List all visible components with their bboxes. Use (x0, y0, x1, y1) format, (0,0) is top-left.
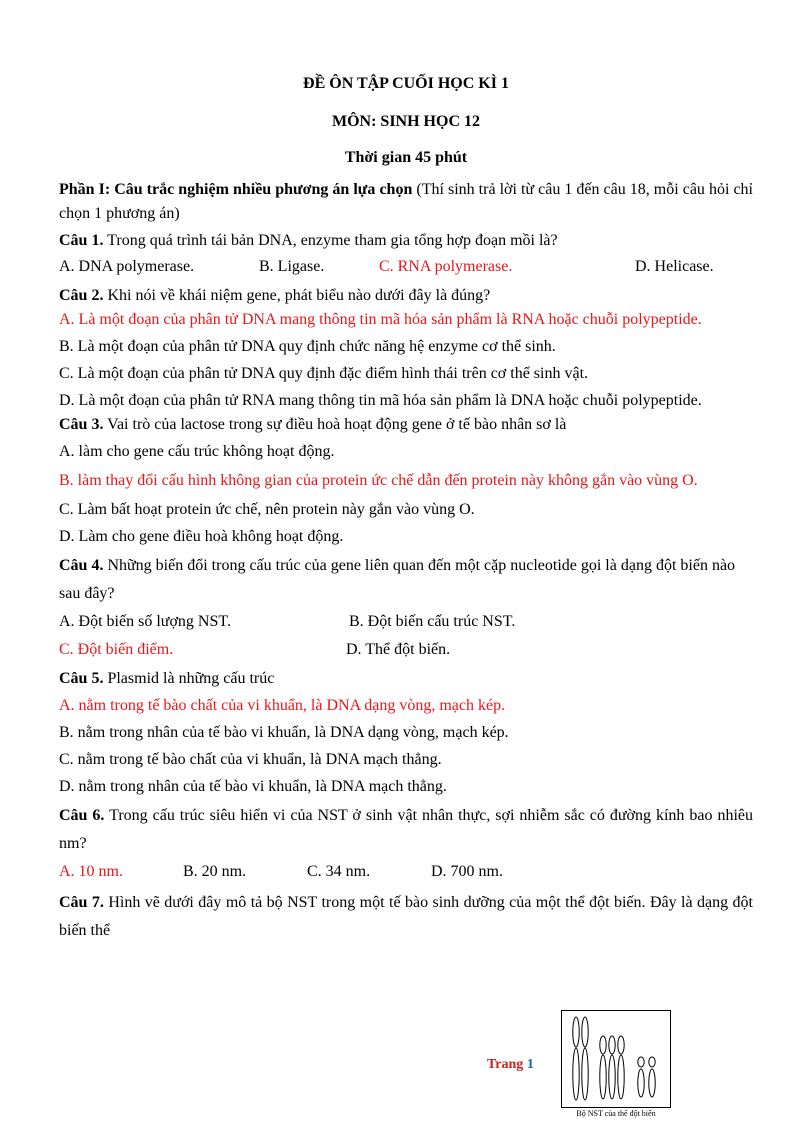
question-4-text: Những biến đổi trong cấu trúc của gene liên quan đến một cặp nucleotide gọi là dạng đột biến nào sau đây? (59, 557, 736, 602)
option-6c: C. 34 nm. (307, 863, 371, 880)
option-1b: B. Ligase. (259, 258, 325, 275)
part1-instruction: (Thí sinh trả lời từ câu 1 đến câu 18, mỗi câu hỏi chỉ chọn 1 phương án) (59, 181, 753, 222)
option-2b: B. Là một đoạn của phân tử DNA quy định chức năng hệ enzyme cơ thể sinh. (59, 338, 556, 355)
option-4d: D. Thể đột biến. (346, 641, 451, 658)
chromosome-group-2 (600, 1036, 624, 1099)
option-3a: A. làm cho gene cấu trúc không hoạt động. (59, 443, 335, 460)
question-3 (59, 413, 753, 437)
question-5-text: Plasmid là những cấu trúc (103, 670, 275, 687)
figure-caption: Bộ NST của thể đột biến (576, 1109, 656, 1118)
page-number (487, 1057, 534, 1073)
option-4c: C. Đột biến điểm. (59, 641, 174, 658)
question-7 (59, 889, 753, 945)
option-2c: C. Là một đoạn của phân tử DNA quy định đặc điểm hình thái trên cơ thể sinh vật. (59, 365, 589, 382)
question-1-label: Câu 1. (59, 232, 104, 249)
option-3d: D. Làm cho gene điều hoà không hoạt động. (59, 528, 344, 545)
option-6b: B. 20 nm. (183, 863, 247, 880)
question-3-label: Câu 3. (59, 416, 104, 433)
option-6a: A. 10 nm. (59, 863, 123, 880)
question-7-text: Hình vẽ dưới đây mô tả bộ NST trong một tế bào sinh dưỡng của một thể đột biến. Đây là dạng đột biến thể (59, 894, 753, 939)
question-4-label: Câu 4. (59, 557, 104, 574)
option-5b: B. nằm trong nhân của tế bào vi khuẩn, là DNA dạng vòng, mạch kép. (59, 724, 509, 741)
question-1 (59, 229, 753, 253)
option-4a: A. Đột biến số lượng NST. (59, 613, 231, 630)
question-7-label: Câu 7. (59, 894, 104, 911)
exam-duration: Thời gian 45 phút (344, 149, 468, 166)
question-2-label: Câu 2. (59, 287, 104, 304)
question-6-label: Câu 6. (59, 807, 105, 824)
option-1d: D. Helicase. (635, 258, 714, 275)
question-5 (59, 667, 753, 691)
exam-subject: MÔN: SINH HỌC 12 (332, 113, 480, 130)
option-5c: C. nằm trong tế bào chất của vi khuẩn, là DNA mạch thẳng. (59, 751, 442, 768)
question-4-options-row2 (59, 636, 753, 664)
part1-title: Phần I: Câu trắc nghiệm nhiều phương án lựa chọn (59, 181, 413, 198)
question-1-text: Trong quá trình tái bản DNA, enzyme tham gia tổng hợp đoạn mồi là? (103, 232, 558, 249)
question-3-text: Vai trò của lactose trong sự điều hoà hoạt động gene ở tế bào nhân sơ là (103, 416, 567, 433)
option-3b: B. làm thay đổi cấu hình không gian của protein ức chế dẫn đến protein này không gắn vào vùng O. (59, 472, 698, 489)
exam-page (59, 72, 753, 945)
option-1a: A. DNA polymerase. (59, 258, 195, 275)
question-6-options (59, 858, 753, 886)
option-5a: A. nằm trong tế bào chất của vi khuẩn, là DNA dạng vòng, mạch kép. (59, 697, 506, 714)
option-1c: C. RNA polymerase. (379, 258, 513, 275)
option-2d: D. Là một đoạn của phân tử RNA mang thông tin mã hóa sản phẩm là DNA hoặc chuỗi polypeptide. (59, 392, 702, 409)
question-4-options-row1 (59, 608, 753, 636)
option-2a: A. Là một đoạn của phân tử DNA mang thông tin mã hóa sản phẩm là RNA hoặc chuỗi polypeptide. (59, 311, 702, 328)
part1-heading (59, 178, 753, 226)
question-1-options (59, 253, 753, 281)
option-5d: D. nằm trong nhân của tế bào vi khuẩn, là DNA mạch thẳng. (59, 778, 447, 795)
question-2 (59, 284, 753, 308)
option-4b: B. Đột biến cấu trúc NST. (349, 613, 516, 630)
question-5-label: Câu 5. (59, 670, 104, 687)
option-6d: D. 700 nm. (431, 863, 503, 880)
question-6 (59, 802, 753, 858)
exam-title: ĐỀ ÔN TẬP CUỐI HỌC KÌ 1 (303, 75, 509, 92)
option-3c: C. Làm bất hoạt protein ức chế, nên protein này gắn vào vùng O. (59, 501, 475, 518)
chromosome-figure (561, 1010, 671, 1120)
karyotype-illustration (561, 1010, 671, 1108)
page-number-value: 1 (526, 1057, 534, 1072)
question-2-text: Khi nói về khái niệm gene, phát biểu nào dưới đây là đúng? (103, 287, 491, 304)
question-6-text: Trong cấu trúc siêu hiển vi của NST ở sinh vật nhân thực, sợi nhiễm sắc có đường kính bao nhiêu nm? (59, 807, 754, 852)
page-label: Trang (487, 1057, 527, 1072)
question-4 (59, 552, 753, 608)
